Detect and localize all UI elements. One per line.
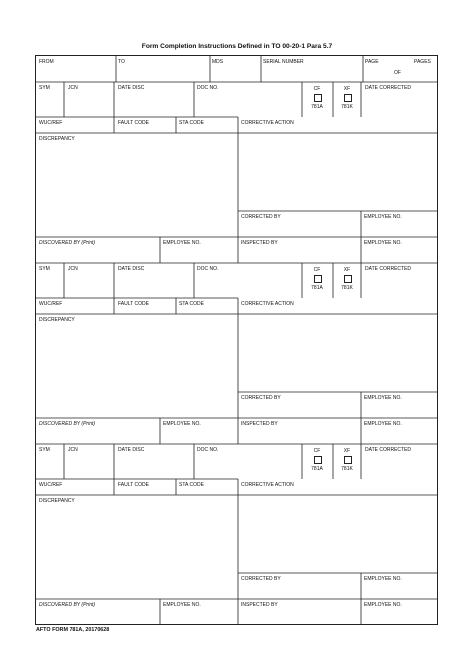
employee-no-label: EMPLOYEE NO. [364,214,402,220]
doc-no-label: DOC NO. [197,85,219,91]
employee-no-label: EMPLOYEE NO. [364,576,402,582]
cf-label: CF [313,448,321,454]
corrected-by-label: CORRECTED BY [241,395,281,401]
fault-code-label: FAULT CODE [118,120,149,126]
jcn-label: JCN [68,266,78,272]
form-grid-lines [36,56,437,624]
cf-label: CF [313,86,321,92]
form-title: Form Completion Instructions Defined in TO 00-20-1 Para 5.7 [141,43,333,50]
corrected-by-label: CORRECTED BY [241,214,281,220]
corrected-by-label: CORRECTED BY [241,576,281,582]
discrepancy-label: DISCREPANCY [39,498,75,504]
date-disc-label: DATE DISC [118,447,145,453]
fault-code-label: FAULT CODE [118,301,149,307]
xf-checkbox[interactable] [344,275,352,283]
pages-label: PAGES [414,59,431,65]
cf-checkbox[interactable] [314,275,322,283]
xf-checkbox[interactable] [344,456,352,464]
from-label: FROM [39,59,54,65]
sta-code-label: STA CODE [179,482,204,488]
maintenance-discrepancy-form [35,55,438,625]
wuc-ref-label: WUC/REF [39,120,63,126]
wuc-ref-label: WUC/REF [39,301,63,307]
wuc-ref-label: WUC/REF [39,482,63,488]
employee-no-label: EMPLOYEE NO. [364,421,402,427]
discovered-by-label: DISCOVERED BY (Print) [39,421,96,427]
xf-form-label: 781K [341,466,353,472]
inspected-by-label: INSPECTED BY [241,602,278,608]
xf-form-label: 781K [341,104,353,110]
form-number: AFTO FORM 781A, 20170628 [36,627,110,633]
date-corrected-label: DATE CORRECTED [365,447,412,453]
jcn-label: JCN [68,85,78,91]
employee-no-label: EMPLOYEE NO. [163,421,201,427]
page-label: PAGE [365,59,379,65]
date-disc-label: DATE DISC [118,266,145,272]
sym-label: SYM [39,447,50,453]
date-disc-label: DATE DISC [118,85,145,91]
inspected-by-label: INSPECTED BY [241,240,278,246]
cf-form-label: 781A [311,104,323,110]
employee-no-label: EMPLOYEE NO. [364,395,402,401]
date-corrected-label: DATE CORRECTED [365,85,412,91]
discovered-by-label: DISCOVERED BY (Print) [39,240,96,246]
inspected-by-label: INSPECTED BY [241,421,278,427]
discrepancy-label: DISCREPANCY [39,136,75,142]
xf-checkbox[interactable] [344,94,352,102]
xf-label: XF [343,86,351,92]
fault-code-label: FAULT CODE [118,482,149,488]
xf-form-label: 781K [341,285,353,291]
employee-no-label: EMPLOYEE NO. [364,240,402,246]
sym-label: SYM [39,85,50,91]
doc-no-label: DOC NO. [197,266,219,272]
xf-label: XF [343,448,351,454]
discovered-by-label: DISCOVERED BY (Print) [39,602,96,608]
cf-form-label: 781A [311,466,323,472]
employee-no-label: EMPLOYEE NO. [163,602,201,608]
cf-checkbox[interactable] [314,94,322,102]
corrective-action-label: CORRECTIVE ACTION [241,301,294,307]
corrective-action-label: CORRECTIVE ACTION [241,482,294,488]
of-label: OF [394,70,401,76]
cf-checkbox[interactable] [314,456,322,464]
employee-no-label: EMPLOYEE NO. [364,602,402,608]
sta-code-label: STA CODE [179,301,204,307]
discrepancy-label: DISCREPANCY [39,317,75,323]
to-label: TO [118,59,125,65]
sta-code-label: STA CODE [179,120,204,126]
xf-label: XF [343,267,351,273]
serial-number-label: SERIAL NUMBER [263,59,304,65]
sym-label: SYM [39,266,50,272]
doc-no-label: DOC NO. [197,447,219,453]
date-corrected-label: DATE CORRECTED [365,266,412,272]
jcn-label: JCN [68,447,78,453]
employee-no-label: EMPLOYEE NO. [163,240,201,246]
cf-form-label: 781A [311,285,323,291]
cf-label: CF [313,267,321,273]
corrective-action-label: CORRECTIVE ACTION [241,120,294,126]
mds-label: MDS [212,59,224,65]
